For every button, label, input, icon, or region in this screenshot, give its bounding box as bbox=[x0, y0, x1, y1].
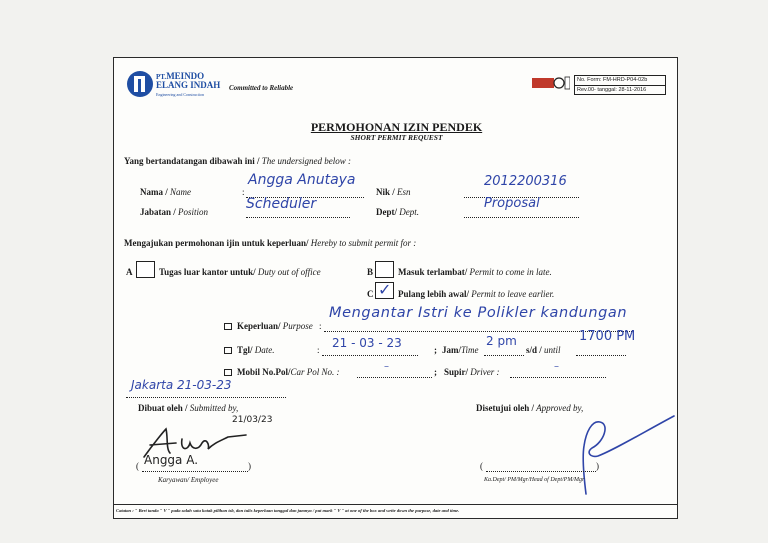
nik-value: 2012200316 bbox=[484, 174, 567, 189]
employee-paren-close: ) bbox=[248, 461, 251, 471]
time-until-value: 1700 PM bbox=[579, 329, 636, 344]
request-label: Mengajukan permohonan ijin untuk keperluan/ Hereby to submit permit for : bbox=[124, 238, 417, 248]
company-tagline: Committed to Reliable bbox=[229, 84, 294, 92]
bullet-icon bbox=[224, 323, 232, 330]
form-number: No. Form: FM-HRD-P04-02b bbox=[575, 76, 665, 86]
company-name-line2: ELANG INDAH bbox=[156, 80, 221, 90]
nik-label: Nik / Esn bbox=[376, 187, 411, 197]
time-until-line bbox=[576, 355, 626, 356]
employee-paren-open: ( bbox=[136, 461, 139, 471]
revision: Rev.00- tanggal: 28-11-2016 bbox=[577, 86, 647, 93]
approved-by-label: Disetujui oleh / Approved by, bbox=[476, 403, 584, 413]
employee-sign-line bbox=[142, 471, 248, 472]
dept-value: Proposal bbox=[484, 196, 540, 211]
date-value: 21 - 03 - 23 bbox=[332, 336, 402, 350]
undersigned-label: Yang bertandatangan dibawah ini / The undersigned below : bbox=[124, 156, 352, 166]
name-value: Angga Anutaya bbox=[248, 172, 356, 188]
purpose-value: Mengantar Istri ke Polikler kandungan bbox=[329, 305, 628, 321]
time-from-line bbox=[484, 355, 524, 356]
approver-paren-open: ( bbox=[480, 461, 483, 471]
car-value: – bbox=[384, 361, 389, 372]
approver-role: Ka.Dept/ PM/Mgr/Head of Dept/PM/Mgr bbox=[484, 477, 585, 483]
bullet-icon bbox=[224, 347, 232, 354]
dept-label: Dept/ Dept. bbox=[376, 207, 419, 217]
form-subtitle: SHORT PERMIT REQUEST bbox=[350, 133, 443, 142]
certification-logo-icon bbox=[532, 76, 570, 90]
company-name bbox=[156, 72, 220, 99]
company-name-line1: MEINDO bbox=[166, 71, 205, 81]
date-label: Tgl/ Date. bbox=[224, 345, 275, 355]
checkmark-icon: ✓ bbox=[378, 280, 392, 299]
name-colon: : bbox=[242, 187, 245, 197]
employee-name: Angga A. bbox=[144, 453, 199, 467]
car-separator: ; bbox=[434, 367, 437, 377]
time-from-value: 2 pm bbox=[486, 334, 517, 348]
driver-line bbox=[510, 377, 606, 378]
approver-signature bbox=[564, 408, 676, 498]
footnote-divider bbox=[114, 504, 677, 505]
company-sub: Engineering and Construction bbox=[156, 92, 204, 97]
form-title: PERMOHONAN IZIN PENDEK bbox=[310, 120, 483, 134]
date-line bbox=[322, 355, 418, 356]
option-b-letter: B bbox=[367, 267, 374, 277]
option-c-checkbox[interactable] bbox=[375, 282, 394, 299]
submitted-by-label: Dibuat oleh / Submitted by, bbox=[138, 403, 239, 413]
option-b-label: Masuk terlambat/ Permit to come in late. bbox=[398, 267, 552, 277]
date-colon: : bbox=[317, 345, 320, 355]
permit-form-page bbox=[113, 57, 678, 519]
driver-label: Supir/ Driver : bbox=[444, 367, 500, 377]
company-prefix: PT. bbox=[156, 73, 167, 81]
date-separator: ; bbox=[434, 345, 437, 355]
position-value: Scheduler bbox=[246, 196, 317, 212]
driver-value: – bbox=[554, 361, 559, 372]
time-label: Jam/Time bbox=[442, 345, 479, 355]
purpose-label: Keperluan/ Purpose bbox=[224, 321, 313, 331]
option-b-checkbox[interactable] bbox=[375, 261, 394, 278]
doc-ref-logos bbox=[532, 76, 570, 90]
approver-paren-close: ) bbox=[596, 461, 599, 471]
purpose-colon: : bbox=[319, 321, 322, 331]
place-date: Jakarta 21-03-23 bbox=[131, 378, 232, 392]
name-label: Nama / Name bbox=[140, 187, 191, 197]
footnote: Catatan : " Beri tanda " V " pada salah satu kotak pilihan tsb, dan tulis keperluan tanggal dan jamnya / put mark " V " at one of the box and write down the purpose, date and time. bbox=[116, 508, 460, 513]
car-label: Mobil No.Pol/Car Pol No. : bbox=[224, 367, 340, 377]
dept-line bbox=[464, 217, 579, 218]
option-a-letter: A bbox=[126, 267, 133, 277]
option-c-label: Pulang lebih awal/ Permit to leave earlier. bbox=[398, 289, 555, 299]
employee-role: Karyawan/ Employee bbox=[158, 476, 219, 484]
bullet-icon bbox=[224, 369, 232, 376]
submitted-date: 21/03/23 bbox=[232, 415, 273, 425]
car-line bbox=[357, 377, 432, 378]
company-logo bbox=[126, 70, 154, 98]
company-logo-icon bbox=[126, 70, 154, 98]
option-a-checkbox[interactable] bbox=[136, 261, 155, 278]
until-label: s/d / until bbox=[526, 345, 561, 355]
option-a-label: Tugas luar kantor untuk/ Duty out of office bbox=[159, 267, 321, 277]
option-c-letter: C bbox=[367, 289, 374, 299]
position-line bbox=[246, 217, 350, 218]
approver-sign-line bbox=[486, 471, 596, 472]
place-date-line bbox=[126, 397, 286, 398]
doc-ref-box bbox=[574, 75, 666, 95]
position-label: Jabatan / Position bbox=[140, 207, 209, 217]
